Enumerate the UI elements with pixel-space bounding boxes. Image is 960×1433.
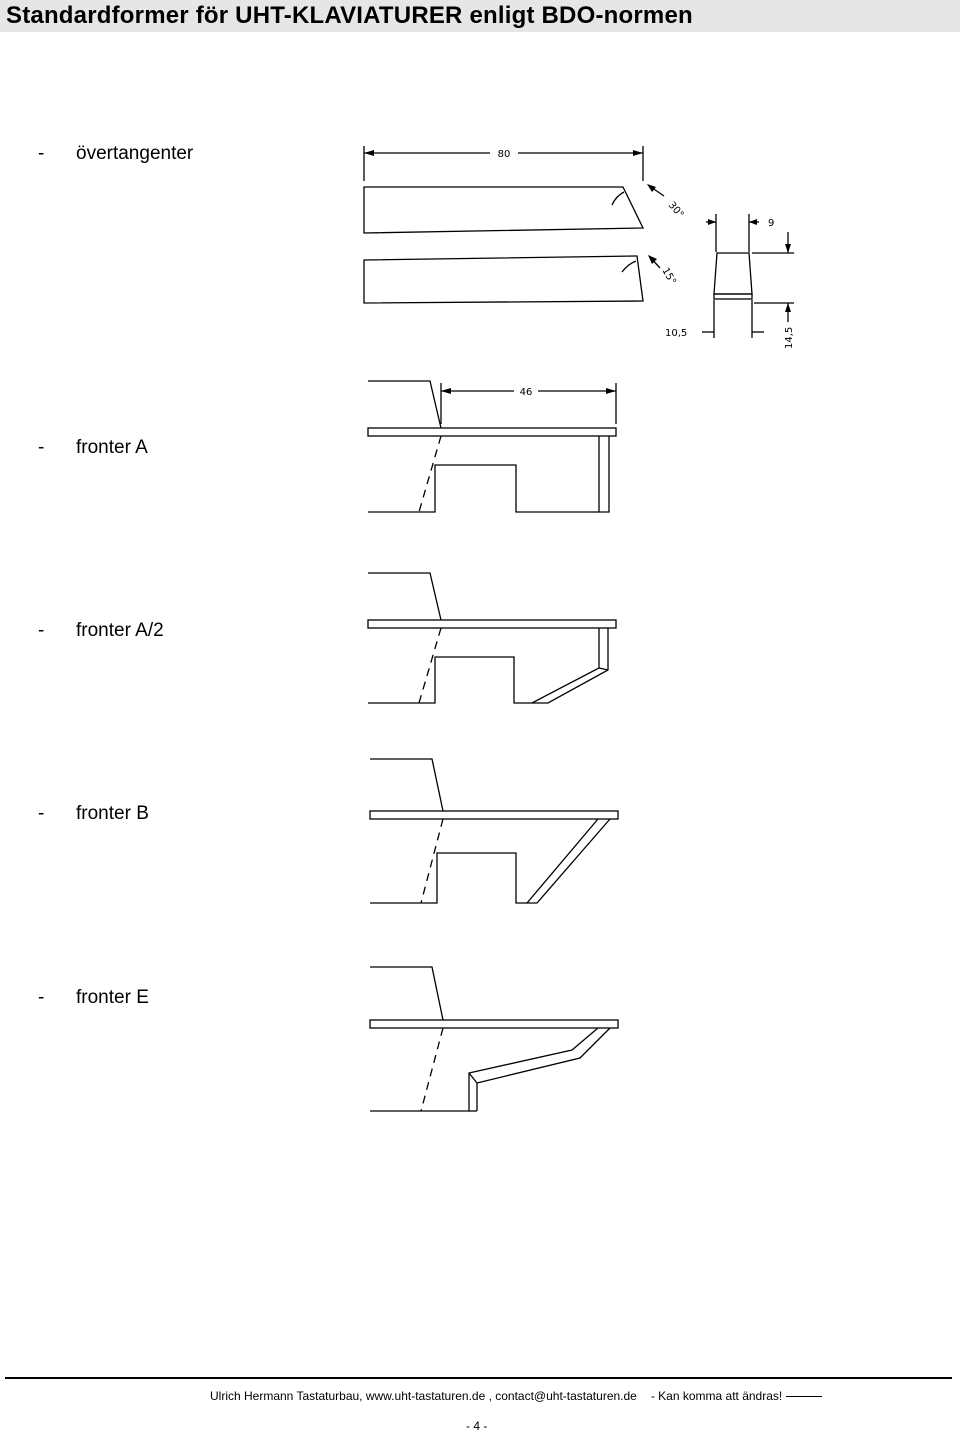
dimension-46-label: 46 — [519, 387, 533, 398]
dimension-length-label: 80 — [497, 149, 511, 160]
arrowhead — [606, 388, 616, 394]
key-bottom-plate — [370, 1020, 618, 1028]
key-base-section — [714, 294, 752, 299]
key-cross-section — [665, 214, 795, 349]
key-bottom-plate — [370, 811, 618, 819]
bottom-width-label: 10,5 — [665, 328, 688, 339]
fronter-a-drawing — [368, 381, 616, 512]
page-title: Standardformer för UHT-KLAVIATURER enligt BDO-normen — [6, 2, 693, 29]
footer-divider — [5, 1377, 952, 1379]
hidden-line — [419, 436, 441, 512]
arrowhead — [785, 303, 791, 312]
fronter-a2-drawing — [368, 573, 616, 703]
section-text: fronter A — [76, 437, 148, 458]
angle-arc — [622, 261, 636, 272]
top-width-label: 9 — [768, 218, 775, 229]
list-dash: - — [38, 803, 45, 824]
page-number: - 4 - — [466, 1419, 488, 1433]
list-dash: - — [38, 437, 45, 458]
hidden-line — [421, 819, 443, 903]
front-outline — [368, 628, 599, 703]
section-text: fronter E — [76, 987, 149, 1008]
key-bottom-plate — [368, 428, 616, 436]
overtangent-drawing — [364, 145, 686, 303]
key-profile-15 — [364, 256, 643, 303]
list-dash: - — [38, 143, 45, 164]
footer-rule — [786, 1396, 822, 1397]
section-text: fronter A/2 — [76, 620, 164, 641]
arrowhead — [708, 219, 716, 225]
footer — [210, 1389, 822, 1403]
front-outline — [527, 819, 610, 903]
front-outline — [532, 628, 608, 703]
section-text: fronter B — [76, 803, 149, 824]
front-outline — [469, 1073, 477, 1083]
key-outline — [370, 967, 443, 1020]
angle-arc — [612, 192, 624, 205]
arrowhead — [749, 219, 757, 225]
section-text: övertangenter — [76, 143, 194, 164]
footer-company: Ulrich Hermann Tastaturbau, www.uht-tastaturen.de , contact@uht-tastaturen.de — [210, 1389, 637, 1403]
fronter-b-drawing — [370, 759, 618, 903]
fronter-e-drawing — [370, 967, 618, 1111]
footer-notice: - Kan komma att ändras! — [650, 1389, 783, 1403]
front-outline — [599, 436, 609, 512]
key-top-section — [714, 253, 752, 294]
front-outline — [477, 1028, 610, 1111]
arrowhead — [633, 150, 643, 156]
front-outline — [599, 668, 608, 670]
key-outline — [368, 573, 441, 620]
key-outline — [368, 381, 441, 428]
key-profile-30 — [364, 187, 643, 233]
angle-30-label: 30° — [665, 199, 686, 221]
front-outline — [368, 436, 599, 512]
arrowhead — [785, 244, 791, 253]
hidden-line — [421, 1028, 443, 1111]
list-dash: - — [38, 620, 45, 641]
angle-15-label: 15° — [659, 266, 678, 287]
list-dash: - — [38, 987, 45, 1008]
key-bottom-plate — [368, 620, 616, 628]
key-outline — [370, 759, 443, 811]
hidden-line — [419, 628, 441, 703]
front-outline — [370, 819, 598, 903]
front-outline — [370, 1028, 598, 1111]
arrowhead — [364, 150, 374, 156]
height-label: 14,5 — [784, 326, 795, 349]
arrowhead — [441, 388, 451, 394]
arrowhead — [647, 184, 656, 192]
